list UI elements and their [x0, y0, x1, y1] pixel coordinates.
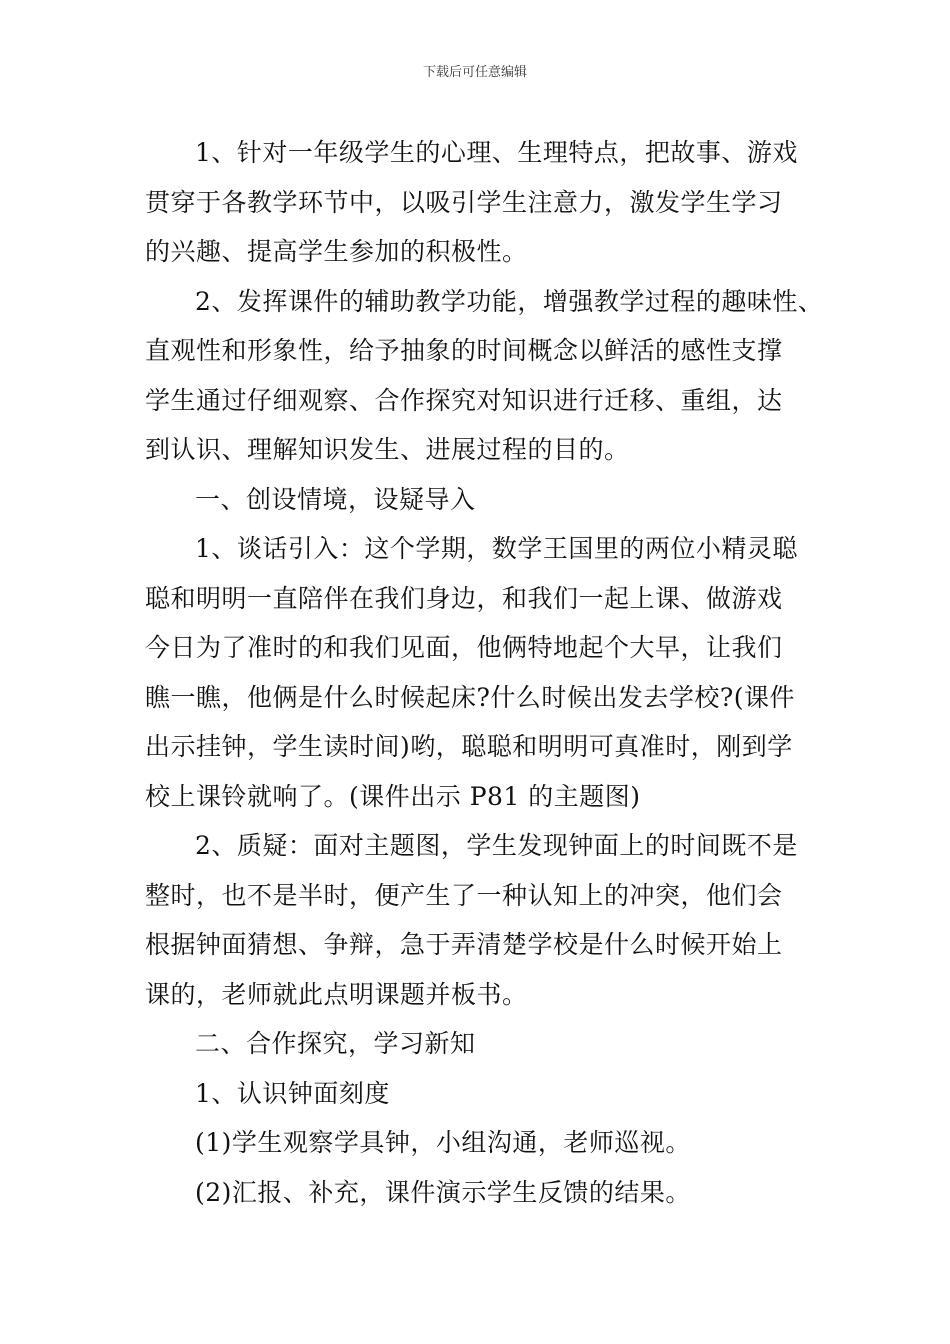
document-body — [145, 128, 824, 1217]
page-header-note: 下载后可任意编辑 — [422, 65, 527, 80]
text-line: 校上课铃就响了。(课件出示 P81 的主题图) — [145, 781, 641, 811]
subsection-heading: 1、认识钟面刻度 — [195, 1078, 390, 1108]
section-heading: 二、合作探究，学习新知 — [195, 1029, 476, 1058]
text-line: 直观性和形象性，给予抽象的时间概念以鲜活的感性支撑 — [145, 336, 783, 365]
text-line: 瞧一瞧，他俩是什么时候起床?什么时候出发去学校?(课件 — [145, 682, 796, 712]
text-line: 学生通过仔细观察、合作探究对知识进行迁移、重组，达 — [145, 385, 783, 415]
text-line: 1、针对一年级学生的心理、生理特点，把故事、游戏 — [195, 138, 798, 167]
section-heading: 一、创设情境，设疑导入 — [195, 484, 476, 514]
text-line: 的兴趣、提高学生参加的积极性。 — [145, 237, 528, 266]
text-line: 贯穿于各教学环节中，以吸引学生注意力，激发学生学习 — [145, 187, 783, 217]
text-line: 到认识、理解知识发生、进展过程的目的。 — [145, 435, 630, 464]
text-line: (1)学生观察学具钟，小组沟通，老师巡视。 — [195, 1128, 691, 1157]
text-line: 出示挂钟，学生读时间)哟，聪聪和明明可真准时，刚到学 — [145, 732, 793, 761]
text-line: 课的，老师就此点明课题并板书。 — [145, 979, 528, 1009]
text-line: 2、发挥课件的辅助教学功能，增强教学过程的趣味性、 — [195, 286, 824, 316]
text-line: 今日为了准时的和我们见面，他俩特地起个大早，让我们 — [145, 633, 783, 662]
text-line: 整时，也不是半时，便产生了一种认知上的冲突，他们会 — [145, 880, 783, 910]
text-line: 1、谈话引入：这个学期，数学王国里的两位小精灵聪 — [195, 534, 798, 563]
text-line: 2、质疑：面对主题图，学生发现钟面上的时间既不是 — [195, 831, 798, 860]
text-line: 聪和明明一直陪伴在我们身边，和我们一起上课、做游戏 — [145, 583, 783, 613]
text-line: (2)汇报、补充，课件演示学生反馈的结果。 — [195, 1177, 691, 1207]
text-line: 根据钟面猜想、争辩，急于弄清楚学校是什么时候开始上 — [145, 930, 783, 959]
